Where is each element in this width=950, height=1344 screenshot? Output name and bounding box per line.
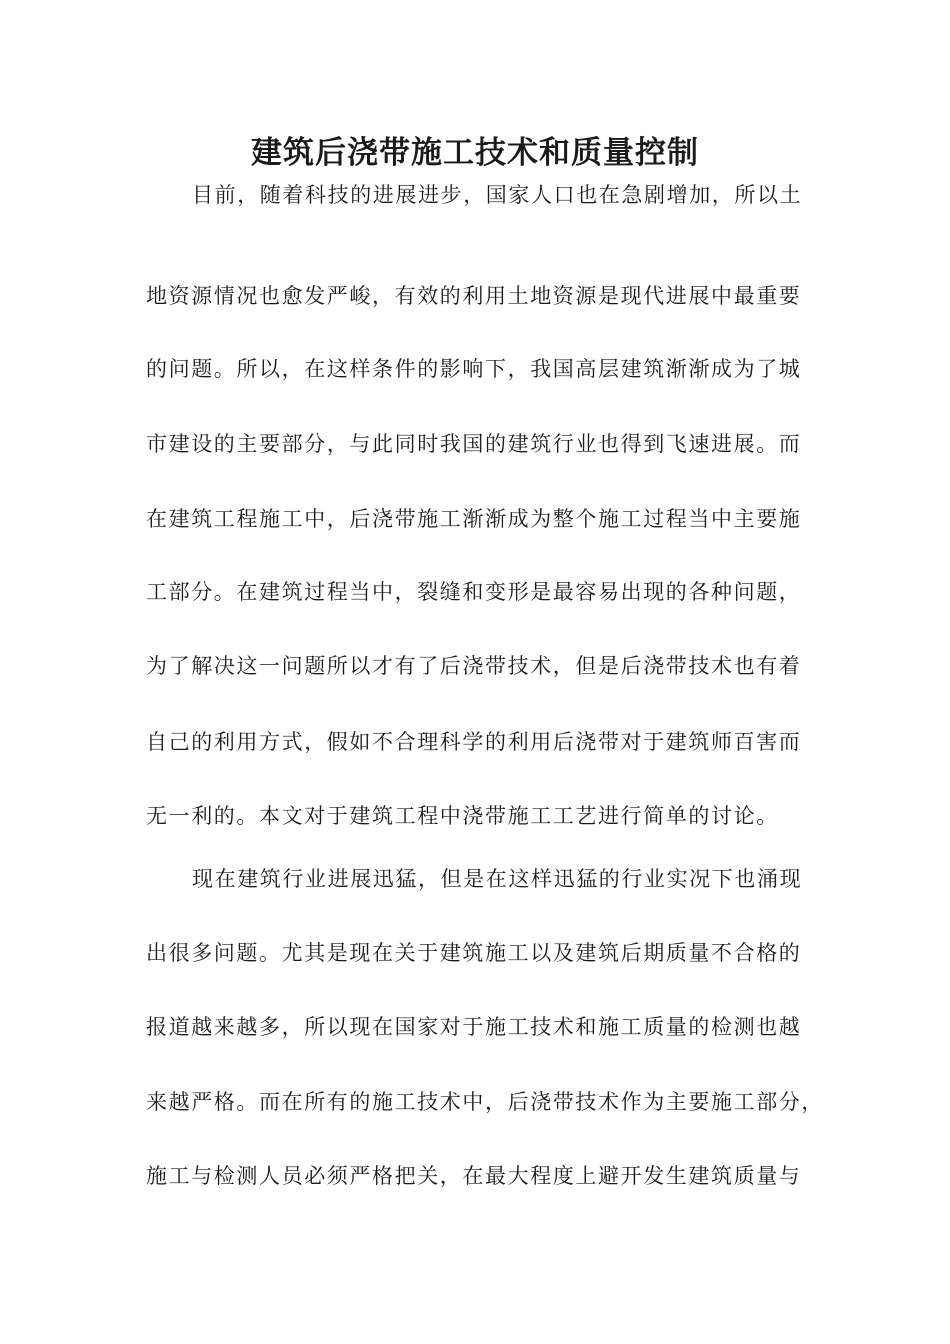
paragraph-2-line-1: 现在建筑行业进展迅猛，但是在这样迅猛的行业实况下也涌现 <box>192 867 803 891</box>
paragraph-1-line-4: 市建设的主要部分，与此同时我国的建筑行业也得到飞速进展。而 <box>146 432 802 456</box>
paragraph-1-line-7: 为了解决这一问题所以才有了后浇带技术，但是后浇带技术也有着 <box>146 654 802 678</box>
paragraph-1-line-8: 自己的利用方式，假如不合理科学的利用后浇带对于建筑师百害而 <box>146 730 802 754</box>
paragraph-1-line-9: 无一利的。本文对于建筑工程中浇带施工工艺进行简单的讨论。 <box>146 804 779 828</box>
paragraph-1-line-5: 在建筑工程施工中，后浇带施工渐渐成为整个施工过程当中主要施 <box>146 507 802 531</box>
paragraph-1-line-2: 地资源情况也愈发严峻，有效的利用土地资源是现代进展中最重要 <box>146 284 802 308</box>
paragraph-1-line-1: 目前，随着科技的进展进步，国家人口也在急剧增加，所以土 <box>192 183 803 207</box>
paragraph-1-line-3: 的问题。所以，在这样条件的影响下，我国高层建筑渐渐成为了城 <box>146 357 802 381</box>
paragraph-2-line-3: 报道越来越多，所以现在国家对于施工技术和施工质量的检测也越 <box>146 1015 802 1039</box>
paragraph-2-line-2: 出很多问题。尤其是现在关于建筑施工以及建筑后期质量不合格的 <box>146 941 802 965</box>
paragraph-2-line-4: 来越严格。而在所有的施工技术中，后浇带技术作为主要施工部分， <box>146 1090 824 1114</box>
paragraph-2-line-5: 施工与检测人员必须严格把关，在最大程度上避开发生建筑质量与 <box>146 1164 802 1188</box>
document-title: 建筑后浇带施工技术和质量控制 <box>251 135 699 171</box>
paragraph-1-line-6: 工部分。在建筑过程当中，裂缝和变形是最容易出现的各种问题， <box>146 580 802 604</box>
